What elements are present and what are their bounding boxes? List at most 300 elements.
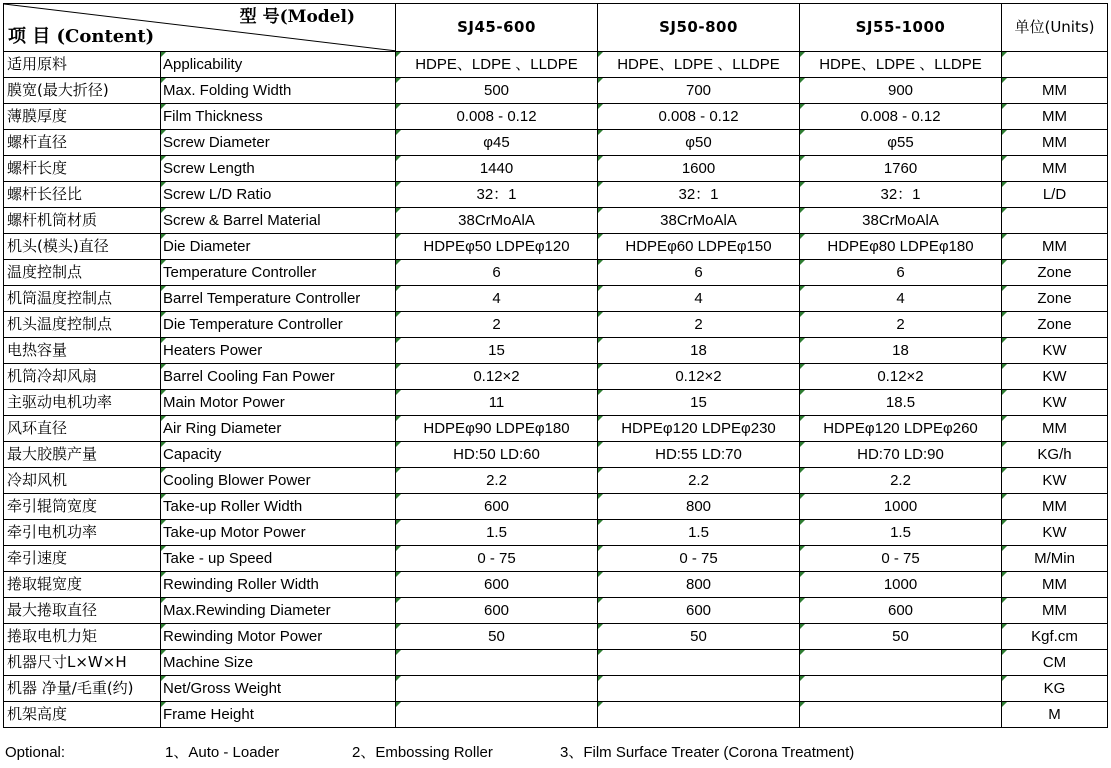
unit-cell-text: CM — [1042, 654, 1067, 671]
unit-cell-text: KW — [1042, 524, 1067, 541]
row-label-en-text: Film Thickness — [163, 108, 263, 125]
unit-cell — [1002, 338, 1108, 364]
optional-label: Optional: — [5, 744, 66, 761]
value-sj55 — [800, 468, 1002, 494]
cell-marker — [598, 312, 603, 317]
value-sj45-text: 0.12×2 — [473, 368, 520, 385]
spec-row — [4, 598, 1108, 624]
cell-marker — [161, 312, 166, 317]
row-label-cn — [4, 442, 161, 468]
unit-cell — [1002, 234, 1108, 260]
value-sj55 — [800, 416, 1002, 442]
value-sj50-text: 38CrMoAlA — [660, 212, 737, 229]
item-header-label: 项 目 (Content) — [8, 26, 155, 47]
row-label-en — [161, 130, 396, 156]
unit-cell-text: MM — [1042, 134, 1067, 151]
cell-marker — [800, 572, 805, 577]
value-sj50 — [598, 260, 800, 286]
row-label-cn-text: 最大胶膜产量 — [7, 445, 98, 463]
cell-marker — [396, 260, 401, 265]
cell-marker — [161, 546, 166, 551]
unit-cell-text: KG — [1043, 680, 1066, 697]
spec-row — [4, 520, 1108, 546]
row-label-en — [161, 598, 396, 624]
unit-cell-text: MM — [1042, 576, 1067, 593]
cell-marker — [800, 260, 805, 265]
value-sj55-text: 38CrMoAlA — [862, 212, 939, 229]
cell-marker — [1002, 130, 1007, 135]
row-label-en — [161, 104, 396, 130]
unit-cell — [1002, 52, 1108, 78]
cell-marker — [800, 130, 805, 135]
row-label-en-text: Main Motor Power — [163, 394, 285, 411]
spec-row — [4, 416, 1108, 442]
value-sj50 — [598, 442, 800, 468]
value-sj45-text: 50 — [488, 628, 505, 645]
value-sj50-text: 15 — [690, 394, 707, 411]
row-label-cn — [4, 312, 161, 338]
value-sj55-text: 1000 — [883, 576, 918, 593]
value-sj45 — [396, 364, 598, 390]
unit-cell-text: MM — [1042, 498, 1067, 515]
value-sj45-text: 2.2 — [486, 472, 507, 489]
unit-cell-text: L/D — [1042, 186, 1067, 203]
row-label-cn-text: 机头温度控制点 — [7, 315, 113, 333]
value-sj50-text: 6 — [694, 264, 703, 281]
value-sj50 — [598, 338, 800, 364]
cell-marker — [161, 182, 166, 187]
cell-marker — [800, 624, 805, 629]
value-sj45-text: 1.5 — [486, 524, 507, 541]
value-sj50-text: 4 — [694, 290, 703, 307]
value-sj45-text: φ45 — [483, 134, 510, 151]
unit-cell — [1002, 78, 1108, 104]
value-sj45 — [396, 546, 598, 572]
value-sj55 — [800, 78, 1002, 104]
unit-cell-text: MM — [1042, 108, 1067, 125]
cell-marker — [1002, 78, 1007, 83]
row-label-cn-text: 机筒温度控制点 — [7, 289, 113, 307]
value-sj50-text: 1600 — [681, 160, 716, 177]
cell-marker — [396, 52, 401, 57]
row-label-en-text: Applicability — [163, 56, 243, 73]
value-sj45 — [396, 494, 598, 520]
cell-marker — [598, 676, 603, 681]
row-label-cn-text: 牵引速度 — [7, 549, 68, 567]
row-label-cn-text: 薄膜厚度 — [7, 107, 68, 125]
value-sj50 — [598, 702, 800, 728]
row-label-en-text: Screw Diameter — [163, 134, 270, 151]
cell-marker — [161, 572, 166, 577]
unit-cell-text: KG/h — [1037, 446, 1072, 463]
value-sj45 — [396, 312, 598, 338]
row-label-en — [161, 624, 396, 650]
cell-marker — [598, 52, 603, 57]
cell-marker — [800, 468, 805, 473]
cell-marker — [161, 208, 166, 213]
cell-marker — [1002, 260, 1007, 265]
row-label-en — [161, 260, 396, 286]
row-label-cn-text: 机架高度 — [7, 705, 68, 723]
unit-cell-text: Zone — [1037, 264, 1072, 281]
value-sj50 — [598, 494, 800, 520]
cell-marker — [598, 520, 603, 525]
value-sj55 — [800, 442, 1002, 468]
cell-marker — [800, 208, 805, 213]
cell-marker — [598, 286, 603, 291]
value-sj50-text: 2 — [694, 316, 703, 333]
value-sj50-text: 1.5 — [688, 524, 709, 541]
row-label-cn — [4, 104, 161, 130]
value-sj50-text: 2.2 — [688, 472, 709, 489]
cell-marker — [1002, 104, 1007, 109]
cell-marker — [1002, 650, 1007, 655]
value-sj50-text: φ50 — [685, 134, 712, 151]
value-sj45 — [396, 52, 598, 78]
cell-marker — [1002, 364, 1007, 369]
value-sj50-text: 800 — [685, 498, 712, 515]
row-label-en-text: Rewinding Motor Power — [163, 628, 323, 645]
unit-cell — [1002, 702, 1108, 728]
row-label-cn-text: 捲取辊宽度 — [7, 575, 83, 593]
row-label-cn — [4, 624, 161, 650]
value-sj55-text: 18.5 — [885, 394, 916, 411]
row-label-en — [161, 78, 396, 104]
row-label-cn-text: 风环直径 — [7, 419, 68, 437]
cell-marker — [800, 312, 805, 317]
cell-marker — [800, 182, 805, 187]
cell-marker — [598, 156, 603, 161]
row-label-cn-text: 温度控制点 — [7, 263, 83, 281]
unit-cell — [1002, 442, 1108, 468]
cell-marker — [396, 104, 401, 109]
row-label-en-text: Frame Height — [163, 706, 254, 723]
optional-item-corona-treater: 3、Film Surface Treater (Corona Treatment) — [560, 744, 855, 761]
row-label-en-text: Net/Gross Weight — [163, 680, 282, 697]
value-sj50 — [598, 416, 800, 442]
value-sj50-text: 0.12×2 — [675, 368, 722, 385]
unit-cell — [1002, 156, 1108, 182]
spec-row — [4, 104, 1108, 130]
cell-marker — [598, 104, 603, 109]
unit-cell-text: MM — [1042, 160, 1067, 177]
row-label-cn-text: 螺杆长径比 — [7, 185, 83, 203]
value-sj55 — [800, 338, 1002, 364]
spec-row — [4, 442, 1108, 468]
cell-marker — [396, 520, 401, 525]
spec-table — [3, 3, 1108, 728]
value-sj55-text: 900 — [887, 82, 914, 99]
cell-marker — [396, 494, 401, 499]
row-label-en — [161, 208, 396, 234]
cell-marker — [396, 338, 401, 343]
row-label-cn-text: 捲取电机力矩 — [7, 627, 98, 645]
value-sj55-text: HD:70 LD:90 — [857, 446, 944, 463]
value-sj50 — [598, 546, 800, 572]
unit-cell — [1002, 364, 1108, 390]
value-sj45 — [396, 260, 598, 286]
row-label-cn-text: 适用原料 — [7, 55, 68, 73]
unit-cell — [1002, 624, 1108, 650]
value-sj55 — [800, 52, 1002, 78]
cell-marker — [396, 78, 401, 83]
spec-row — [4, 52, 1108, 78]
value-sj45-text: HDPE、LDPE 、LLDPE — [415, 56, 578, 73]
value-sj55-text: 0.12×2 — [877, 368, 924, 385]
value-sj55 — [800, 104, 1002, 130]
model-header-3: SJ55-1000 — [800, 4, 1002, 52]
value-sj55-text: 1760 — [883, 160, 918, 177]
cell-marker — [396, 234, 401, 239]
cell-marker — [396, 702, 401, 707]
value-sj55 — [800, 676, 1002, 702]
value-sj45 — [396, 286, 598, 312]
unit-cell-text: KW — [1042, 342, 1067, 359]
row-label-cn — [4, 598, 161, 624]
spec-row — [4, 234, 1108, 260]
row-label-en-text: Barrel Cooling Fan Power — [163, 368, 335, 385]
value-sj50-text: HDPEφ120 LDPEφ230 — [621, 420, 776, 437]
row-label-cn — [4, 390, 161, 416]
cell-marker — [161, 364, 166, 369]
row-label-en — [161, 364, 396, 390]
value-sj45-text: 11 — [488, 394, 505, 411]
value-sj55-text: 4 — [896, 290, 905, 307]
cell-marker — [161, 624, 166, 629]
cell-marker — [598, 260, 603, 265]
cell-marker — [161, 702, 166, 707]
row-label-cn — [4, 52, 161, 78]
value-sj45-text: 500 — [483, 82, 510, 99]
cell-marker — [161, 52, 166, 57]
row-label-cn-text: 电热容量 — [7, 341, 68, 359]
row-label-en — [161, 546, 396, 572]
model-header-1: SJ45-600 — [396, 4, 598, 52]
value-sj45 — [396, 208, 598, 234]
value-sj45-text: 15 — [488, 342, 505, 359]
cell-marker — [161, 442, 166, 447]
value-sj45 — [396, 676, 598, 702]
unit-cell — [1002, 286, 1108, 312]
value-sj55 — [800, 286, 1002, 312]
spec-row — [4, 260, 1108, 286]
value-sj45-text: HDPEφ90 LDPEφ180 — [423, 420, 570, 437]
value-sj50 — [598, 52, 800, 78]
cell-marker — [1002, 702, 1007, 707]
row-label-cn — [4, 650, 161, 676]
value-sj45 — [396, 442, 598, 468]
cell-marker — [800, 52, 805, 57]
cell-marker — [1002, 676, 1007, 681]
row-label-cn — [4, 702, 161, 728]
cell-marker — [396, 182, 401, 187]
cell-marker — [1002, 182, 1007, 187]
value-sj45-text: 32：1 — [476, 186, 517, 203]
optional-item-embossing-roller: 2、Embossing Roller — [352, 744, 493, 761]
value-sj50 — [598, 390, 800, 416]
unit-cell-text: MM — [1042, 420, 1067, 437]
cell-marker — [598, 182, 603, 187]
value-sj45-text: 2 — [492, 316, 501, 333]
row-label-en — [161, 390, 396, 416]
cell-marker — [800, 520, 805, 525]
optional-accessories — [5, 743, 1105, 763]
row-label-en-text: Temperature Controller — [163, 264, 317, 281]
row-label-en — [161, 650, 396, 676]
row-label-en-text: Max. Folding Width — [163, 82, 292, 99]
row-label-cn — [4, 338, 161, 364]
row-label-en — [161, 520, 396, 546]
value-sj55-text: 0 - 75 — [881, 550, 920, 567]
header-row — [4, 4, 1108, 52]
cell-marker — [1002, 52, 1007, 57]
value-sj50-text: 50 — [690, 628, 707, 645]
value-sj50 — [598, 130, 800, 156]
unit-cell — [1002, 572, 1108, 598]
unit-cell-text: Kgf.cm — [1031, 628, 1078, 645]
row-label-en — [161, 312, 396, 338]
cell-marker — [1002, 208, 1007, 213]
value-sj50 — [598, 468, 800, 494]
spec-row — [4, 494, 1108, 520]
cell-marker — [1002, 286, 1007, 291]
unit-cell — [1002, 104, 1108, 130]
row-label-cn — [4, 130, 161, 156]
row-label-en-text: Machine Size — [163, 654, 254, 671]
spec-row — [4, 312, 1108, 338]
cell-marker — [1002, 494, 1007, 499]
unit-cell — [1002, 260, 1108, 286]
cell-marker — [161, 650, 166, 655]
value-sj50 — [598, 156, 800, 182]
value-sj50 — [598, 234, 800, 260]
row-label-en — [161, 338, 396, 364]
value-sj45 — [396, 468, 598, 494]
cell-marker — [800, 598, 805, 603]
value-sj50-text: HDPEφ60 LDPEφ150 — [625, 238, 772, 255]
item-model-header-cell — [4, 4, 396, 52]
value-sj50 — [598, 78, 800, 104]
value-sj45-text: 600 — [483, 498, 510, 515]
row-label-en — [161, 52, 396, 78]
cell-marker — [800, 494, 805, 499]
value-sj45 — [396, 234, 598, 260]
row-label-en — [161, 468, 396, 494]
value-sj50 — [598, 572, 800, 598]
value-sj45-text: 0.008 - 0.12 — [456, 108, 537, 125]
cell-marker — [1002, 312, 1007, 317]
cell-marker — [396, 364, 401, 369]
cell-marker — [396, 390, 401, 395]
row-label-cn-text: 膜宽(最大折径) — [7, 81, 109, 99]
value-sj55 — [800, 260, 1002, 286]
spec-row — [4, 572, 1108, 598]
value-sj45 — [396, 572, 598, 598]
cell-marker — [598, 650, 603, 655]
model-header-label: 型 号(Model) — [239, 7, 355, 27]
value-sj50 — [598, 624, 800, 650]
cell-marker — [800, 546, 805, 551]
value-sj50 — [598, 104, 800, 130]
value-sj55 — [800, 130, 1002, 156]
value-sj45 — [396, 598, 598, 624]
cell-marker — [396, 416, 401, 421]
unit-cell-text: Zone — [1037, 316, 1072, 333]
cell-marker — [1002, 390, 1007, 395]
spec-row — [4, 650, 1108, 676]
unit-cell-text: KW — [1042, 368, 1067, 385]
value-sj45-text: 600 — [483, 602, 510, 619]
value-sj55 — [800, 234, 1002, 260]
value-sj50-text: 0 - 75 — [679, 550, 718, 567]
value-sj55-text: φ55 — [887, 134, 914, 151]
cell-marker — [598, 390, 603, 395]
cell-marker — [598, 364, 603, 369]
cell-marker — [396, 156, 401, 161]
value-sj45-text: HDPEφ50 LDPEφ120 — [423, 238, 570, 255]
value-sj50-text: 800 — [685, 576, 712, 593]
row-label-en-text: Die Temperature Controller — [163, 316, 343, 333]
row-label-en-text: Screw L/D Ratio — [163, 186, 272, 203]
value-sj45 — [396, 78, 598, 104]
cell-marker — [1002, 442, 1007, 447]
model-header-2: SJ50-800 — [598, 4, 800, 52]
cell-marker — [800, 676, 805, 681]
spec-row — [4, 286, 1108, 312]
value-sj55 — [800, 702, 1002, 728]
cell-marker — [161, 468, 166, 473]
value-sj55 — [800, 364, 1002, 390]
value-sj55 — [800, 156, 1002, 182]
value-sj55 — [800, 208, 1002, 234]
cell-marker — [161, 520, 166, 525]
cell-marker — [598, 572, 603, 577]
unit-cell — [1002, 468, 1108, 494]
cell-marker — [396, 468, 401, 473]
value-sj55 — [800, 624, 1002, 650]
value-sj50-text: HDPE、LDPE 、LLDPE — [617, 56, 780, 73]
value-sj50 — [598, 650, 800, 676]
cell-marker — [161, 676, 166, 681]
value-sj45 — [396, 182, 598, 208]
cell-marker — [598, 416, 603, 421]
cell-marker — [800, 702, 805, 707]
unit-cell — [1002, 676, 1108, 702]
unit-cell — [1002, 182, 1108, 208]
cell-marker — [396, 286, 401, 291]
units-header: 单位(Units) — [1002, 4, 1108, 52]
value-sj45-text: 4 — [492, 290, 501, 307]
spec-row — [4, 624, 1108, 650]
unit-cell — [1002, 312, 1108, 338]
cell-marker — [161, 260, 166, 265]
row-label-cn-text: 螺杆长度 — [7, 159, 68, 177]
row-label-cn — [4, 468, 161, 494]
unit-cell-text: M/Min — [1034, 550, 1075, 567]
value-sj55-text: 2.2 — [890, 472, 911, 489]
spec-row — [4, 390, 1108, 416]
cell-marker — [598, 624, 603, 629]
cell-marker — [598, 234, 603, 239]
cell-marker — [1002, 624, 1007, 629]
row-label-cn — [4, 260, 161, 286]
unit-cell — [1002, 546, 1108, 572]
row-label-cn — [4, 182, 161, 208]
spec-row — [4, 468, 1108, 494]
value-sj55-text: 600 — [887, 602, 914, 619]
value-sj45-text: HD:50 LD:60 — [453, 446, 540, 463]
row-label-en-text: Heaters Power — [163, 342, 263, 359]
